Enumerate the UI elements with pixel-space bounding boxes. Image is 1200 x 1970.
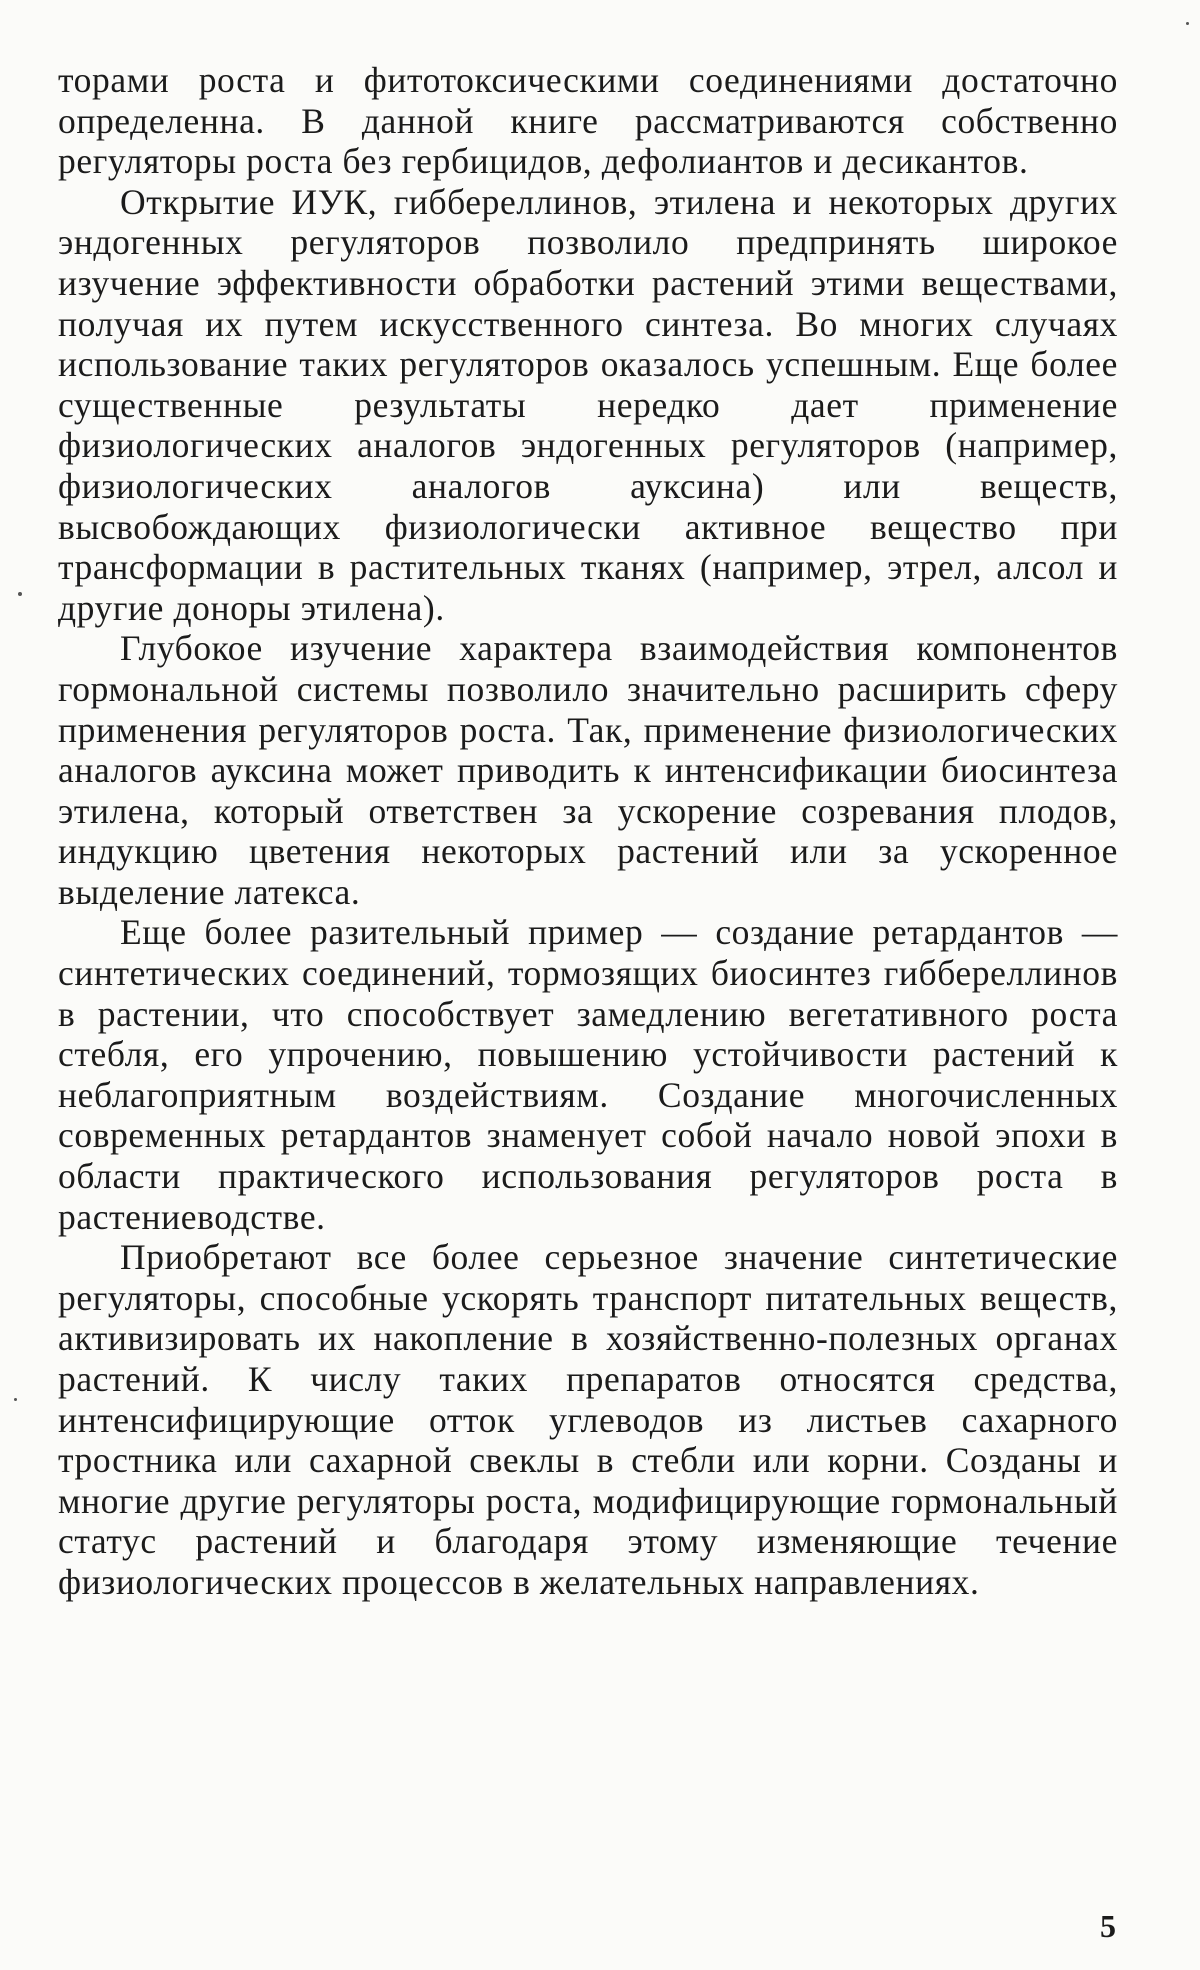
print-speck: [1186, 22, 1189, 25]
paragraph-3: Глубокое изучение характера взаимодействия компонентов гормональной системы позволило значительно расширить сферу применения регуляторов роста. Так, применение физиологических аналогов ауксина может приводить к интенсификации биосинтеза этилена, который ответствен за ускорение созревания плодов, индукцию цветения некоторых растений или за ускоренное выделение латекса.: [58, 628, 1118, 912]
paragraph-4: Еще более разительный пример — создание ретардантов — синтетических соединений, тормозящих биосинтез гиббереллинов в растении, что способствует замедлению вегетативного роста стебля, его упрочению, повышению устойчивости растений к неблагоприятным воздействиям. Создание многочисленных современных ретардантов знаменует собой начало новой эпохи в области практического использования регуляторов роста в растениеводстве.: [58, 912, 1118, 1237]
page-number: 5: [1100, 1908, 1116, 1944]
print-speck: [14, 1398, 17, 1401]
paragraph-1: торами роста и фитотоксическими соединениями достаточно определенна. В данной книге рассматриваются собственно регуляторы роста без гербицидов, дефолиантов и десикантов.: [58, 60, 1118, 182]
paragraph-5: Приобретают все более серьезное значение синтетические регуляторы, способные ускорять транспорт питательных веществ, активизировать их накопление в хозяйственно-полезных органах растений. К числу таких препаратов относятся средства, интенсифицирующие отток углеводов из листьев сахарного тростника или сахарной свеклы в стебли или корни. Созданы и многие другие регуляторы роста, модифицирующие гормональный статус растений и благодаря этому изменяющие течение физиологических процессов в желательных направлениях.: [58, 1237, 1118, 1602]
body-text: [58, 60, 1118, 1603]
paragraph-2: Открытие ИУК, гиббереллинов, этилена и некоторых других эндогенных регуляторов позволило предпринять широкое изучение эффективности обработки растений этими веществами, получая их путем искусственного синтеза. Во многих случаях использование таких регуляторов оказалось успешным. Еще более существенные результаты нередко дает применение физиологических аналогов эндогенных регуляторов (например, физиологических аналогов ауксина) или веществ, высвобождающих физиологически активное вещество при трансформации в растительных тканях (например, этрел, алсол и другие доноры этилена).: [58, 181, 1118, 628]
print-speck: [18, 592, 22, 596]
